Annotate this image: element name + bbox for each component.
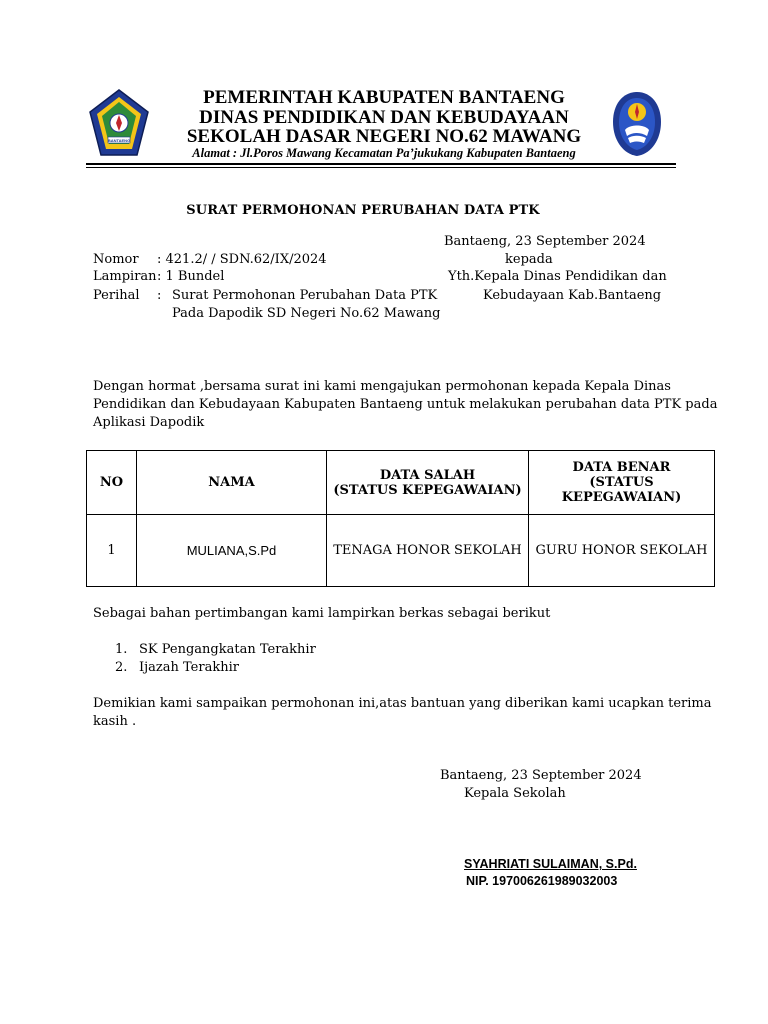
letter-title: SURAT PERMOHONAN PERUBAHAN DATA PTK bbox=[186, 203, 540, 218]
recipient-line-1: Yth.Kepala Dinas Pendidikan dan bbox=[448, 269, 667, 284]
header-data-benar bbox=[529, 451, 715, 515]
opening-paragraph-line-3: Aplikasi Dapodik bbox=[93, 415, 205, 430]
closing-line-1: Demikian kami sampaikan permohonan ini,atas bantuan yang diberikan kami ucapkan terima bbox=[93, 696, 712, 711]
signature-role: Kepala Sekolah bbox=[464, 786, 566, 801]
header-data-salah-line-2: (STATUS KEPEGAWAIAN) bbox=[333, 482, 522, 498]
letterhead-line-3: SEKOLAH DASAR NEGERI NO.62 MAWANG bbox=[186, 126, 582, 147]
attachments-intro: Sebagai bahan pertimbangan kami lampirkan berkas sebagai berikut bbox=[93, 606, 551, 621]
cell-nama: MULIANA,S.Pd bbox=[137, 515, 327, 587]
svg-text:BANTAENG: BANTAENG bbox=[107, 138, 131, 143]
letterhead-address: Alamat : Jl.Poros Mawang Kecamatan Pa’jukukang Kabupaten Bantaeng bbox=[192, 146, 576, 160]
header-nama: NAMA bbox=[137, 451, 327, 515]
nomor-value: : 421.2/ / SDN.62/IX/2024 bbox=[157, 252, 327, 267]
perihal-line-2: Pada Dapodik SD Negeri No.62 Mawang bbox=[172, 306, 441, 321]
letterhead-line-1: PEMERINTAH KABUPATEN BANTAENG bbox=[203, 87, 565, 108]
ptk-data-table bbox=[86, 450, 715, 587]
nomor-label: Nomor bbox=[93, 252, 139, 267]
letter-date: Bantaeng, 23 September 2024 bbox=[444, 234, 646, 249]
attachment-number-1: 1. bbox=[115, 642, 128, 657]
perihal-label: Perihal bbox=[93, 288, 140, 303]
letterhead-line-2: DINAS PENDIDIKAN DAN KEBUDAYAAN bbox=[199, 107, 569, 128]
table-header-row bbox=[87, 451, 715, 515]
header-data-salah-line-1: DATA SALAH bbox=[379, 467, 476, 483]
attachment-item-1: SK Pengangkatan Terakhir bbox=[139, 642, 316, 657]
table-row bbox=[87, 515, 715, 587]
header-data-benar-line-1: DATA BENAR bbox=[572, 460, 671, 475]
cell-data-salah: TENAGA HONOR SEKOLAH bbox=[327, 515, 529, 587]
recipient-line-2: Kebudayaan Kab.Bantaeng bbox=[483, 288, 662, 303]
cell-no: 1 bbox=[87, 515, 137, 587]
perihal-separator: : bbox=[157, 288, 162, 303]
signatory-name: SYAHRIATI SULAIMAN, S.Pd. bbox=[464, 857, 637, 871]
recipient-kepada: kepada bbox=[505, 252, 553, 267]
letterhead-divider-thin bbox=[86, 167, 676, 168]
perihal-line-1: Surat Permohonan Perubahan Data PTK bbox=[172, 288, 438, 303]
opening-paragraph-line-1: Dengan hormat ,bersama surat ini kami mengajukan permohonan kepada Kepala Dinas bbox=[93, 379, 671, 394]
attachment-item-2: Ijazah Terakhir bbox=[139, 660, 239, 675]
signatory-nip: NIP. 197006261989032003 bbox=[466, 874, 618, 888]
header-data-benar-line-2: (STATUS KEPEGAWAIAN) bbox=[561, 475, 682, 505]
attachment-number-2: 2. bbox=[115, 660, 128, 675]
lampiran-value: : 1 Bundel bbox=[157, 269, 225, 284]
signature-date: Bantaeng, 23 September 2024 bbox=[440, 768, 642, 783]
header-data-salah bbox=[327, 451, 529, 515]
opening-paragraph-line-2: Pendidikan dan Kebudayaan Kabupaten Bantaeng untuk melakukan perubahan data PTK pada bbox=[93, 397, 718, 412]
header-no: NO bbox=[87, 451, 137, 515]
letterhead-divider-thick bbox=[86, 163, 676, 165]
cell-data-benar: GURU HONOR SEKOLAH bbox=[529, 515, 715, 587]
lampiran-label: Lampiran bbox=[93, 269, 157, 284]
closing-line-2: kasih . bbox=[93, 714, 137, 729]
